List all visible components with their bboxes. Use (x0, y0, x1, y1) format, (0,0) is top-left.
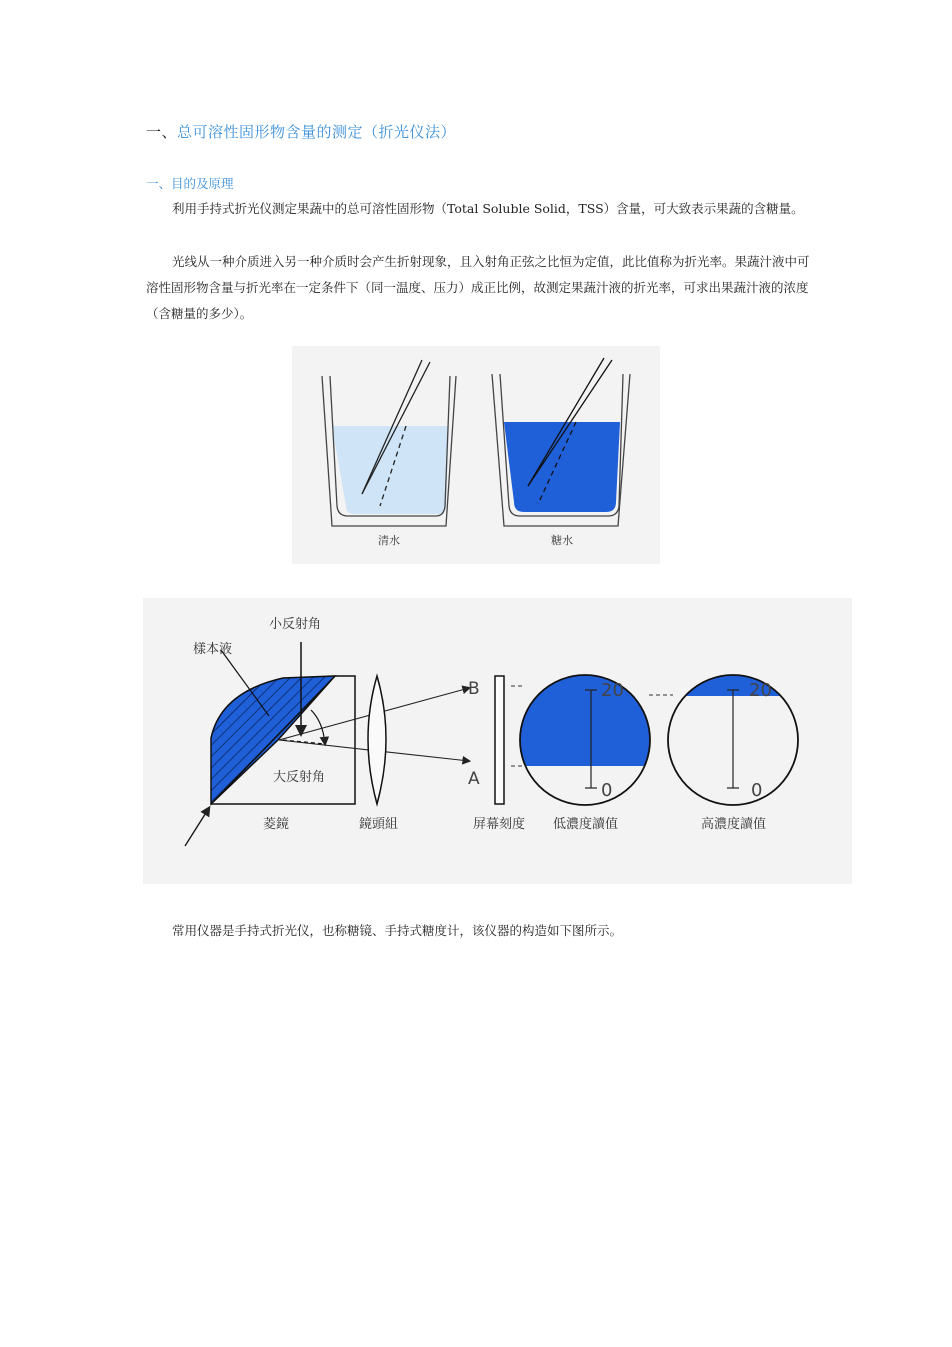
beakers-diagram (292, 346, 660, 564)
low-scale-top: 20 (601, 680, 624, 701)
figure-refractometer (143, 598, 852, 884)
clear-water-beaker (322, 360, 456, 547)
caption-high: 高濃度讀值 (701, 817, 767, 832)
paragraph-refraction-principle: 光线从一种介质进入另一种介质时会产生折射现象，且入射角正弦之比恒为定值，此比值称为折光率。果蔬汁液中可溶性固形物含量与折光率在一定条件下（同一温度、压力）成正比例，故测定果蔬汁液的折光率，可求出果蔬汁液的浓度（含糖量的多少）。 (146, 254, 810, 321)
clear-water-label: 清水 (378, 534, 400, 547)
screen-scale (468, 676, 525, 832)
label-large-angle: 大反射角 (273, 770, 326, 785)
label-b: B (468, 679, 480, 699)
caption-screen: 屏幕刻度 (473, 817, 526, 832)
label-small-angle: 小反射角 (269, 617, 322, 632)
low-scale-bottom: 0 (601, 780, 613, 801)
main-heading-title: 总可溶性固形物含量的测定（折光仪法） (177, 123, 457, 141)
caption-prism: 菱鏡 (263, 817, 290, 832)
high-scale-bottom: 0 (751, 780, 763, 801)
high-concentration-reading (668, 675, 798, 832)
sugar-water-beaker (492, 358, 630, 547)
refractometer-diagram (143, 598, 852, 884)
low-concentration-reading (520, 675, 650, 832)
caption-low: 低濃度讀值 (553, 817, 619, 832)
main-heading-prefix: 一、 (146, 123, 178, 141)
figure-beakers (292, 346, 660, 564)
high-scale-top: 20 (749, 680, 772, 701)
caption-lens: 鏡頭組 (359, 817, 399, 832)
paragraph-tss-intro: 利用手持式折光仪测定果蔬中的总可溶性固形物（Total Soluble Solid，TSS）含量，可大致表示果蔬的含糖量。 (172, 201, 804, 216)
label-a: A (468, 769, 480, 789)
prism (185, 617, 355, 846)
section-heading: 一、目的及原理 (146, 176, 234, 191)
paragraph-instrument: 常用仪器是手持式折光仪，也称糖镜、手持式糖度计，该仪器的构造如下图所示。 (172, 923, 623, 938)
lens-group (359, 676, 398, 832)
main-heading (146, 121, 456, 142)
sugar-water-label: 糖水 (551, 534, 573, 547)
label-sample: 樣本液 (193, 642, 233, 657)
